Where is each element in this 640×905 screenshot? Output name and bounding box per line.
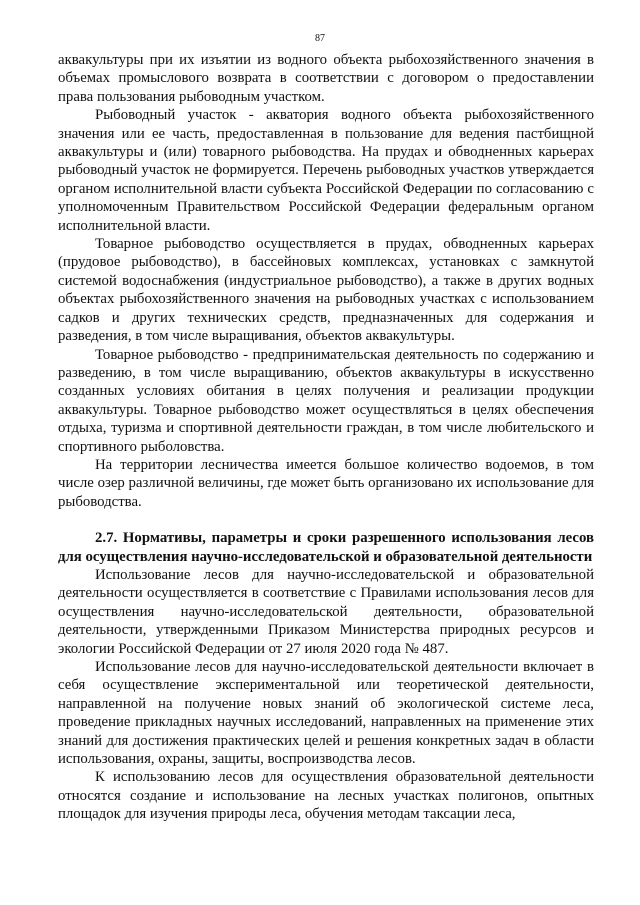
paragraph: На территории лесничества имеется большое количество водоемов, в том числе озер различной величины, где может быть организовано их использование для рыбоводства.: [58, 456, 594, 510]
page-number: 87: [315, 33, 325, 44]
paragraph: Товарное рыбоводство - предпринимательская деятельность по содержанию и разведению, в том числе выращиванию, объектов аквакультуры в искусственно созданных условиях обитания в целях получения и реализации продукции аквакультуры. Товарное рыбоводство может осуществляться в целях обеспечения отдыха, туризма и спортивной деятельности граждан, в том числе любительского и спортивного рыболовства.: [58, 346, 594, 455]
paragraph: К использованию лесов для осуществления образовательной деятельности относятся создание и использование на лесных участках полигонов, опытных площадок для изучения природы леса, обучения методам таксации леса,: [58, 769, 594, 823]
paragraph: аквакультуры при их изъятии из водного объекта рыбохозяйственного значения в объемах промыслового возврата в соответствии с договором о предоставлении права пользования рыбоводным участком.: [58, 52, 594, 105]
paragraph: Использование лесов для научно-исследовательской деятельности включает в себя осуществление экспериментальной или теоретической деятельности, направленной на получение новых знаний об экологической системе леса, проведение прикладных научных исследований, направленных на применение этих знаний для достижения практических целей и решения конкретных задач в области использования, охраны, защиты, воспроизводства лесов.: [58, 659, 594, 768]
paragraph: Использование лесов для научно-исследовательской и образовательной деятельности осуществляется в соответствие с Правилами использования лесов для осуществления научно-исследовательской деятельности, образовательной деятельности, утвержденными Приказом Министерства природных ресурсов и экологии Российской Федерации от 27 июля 2020 года № 487.: [58, 566, 594, 657]
paragraph: Товарное рыбоводство осуществляется в прудах, обводненных карьерах (прудовое рыбоводство), в бассейновых комплексах, установках с замкнутой системой водоснабжения (индустриальное рыбоводство), а также в других водных объектах рыбохозяйственного значения на рыбоводных участках с использованием садков и других технических средств, предназначенных для содержания и разведения, в том числе выращивания, объектов аквакультуры.: [58, 236, 594, 345]
document-body: [58, 51, 594, 824]
paragraph: Рыбоводный участок - акватория водного объекта рыбохозяйственного значения или ее часть, предоставленная в пользование для ведения пастбищной аквакультуры и (или) товарного рыбоводства. На прудах и обводненных карьерах рыбоводный участок не формируется. Перечень рыбоводных участков утверждается органом исполнительной власти субъекта Российской Федерации по согласованию с уполномоченным Правительством Российской Федерации федеральным органом исполнительной власти.: [58, 107, 594, 234]
section-heading: 2.7. Нормативы, параметры и сроки разрешенного использования лесов для осуществления научно-исследовательской и образовательной деятельности: [58, 530, 594, 565]
